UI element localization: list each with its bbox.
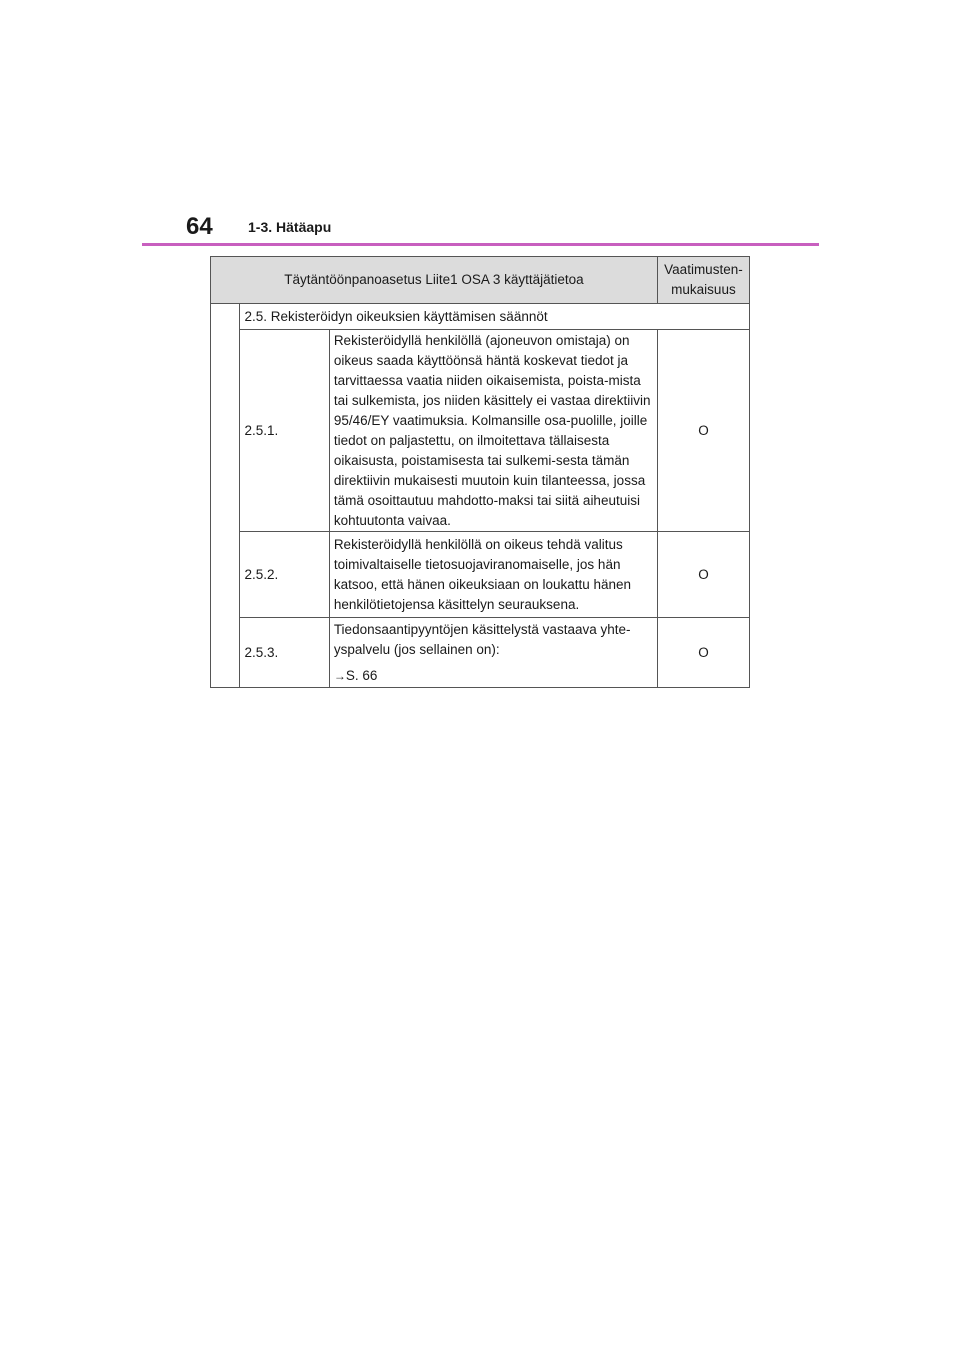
page-reference (334, 666, 653, 686)
row-text: Tiedonsaantipyyntöjen käsittelystä vastaava yhte-yspalvelu (jos sellainen on): (333, 621, 631, 657)
table-row (211, 618, 750, 688)
row-compliance: O (657, 330, 749, 532)
blank-cell (211, 304, 240, 688)
section-heading-row (211, 304, 750, 330)
row-number: 2.5.3. (240, 618, 329, 688)
row-compliance: O (657, 532, 749, 618)
row-compliance: O (657, 618, 749, 688)
row-text-container (329, 618, 657, 688)
header-compliance: Vaatimusten- mukaisuus (657, 257, 749, 304)
table-row (211, 330, 750, 532)
section-title: 1-3. Hätäapu (248, 219, 332, 235)
row-text: Rekisteröidyllä henkilöllä (ajoneuvon omistaja) on oikeus saada käyttöönsä häntä koskevat tiedot ja tarvittaessa vaatia niiden oikaisemista, poista-mista tai sulkemista, jos niiden käsittely ei vastaa direktiivin 95/46/EY vaatimuksia. Kolmansille osa-puolille, joille tiedot on paljastettu, on ilmoitettava tällaisesta oikaisusta, poistamisesta tai sulkemi-sesta tämän direktiivin mukaisesti muutoin kuin tilanteessa, jossa tämä osoittautuu mahdotto-maksi tai siitä aiheutuisi kohtuutonta vaivaa. (329, 330, 657, 532)
table-header-row (211, 257, 750, 304)
row-text: Rekisteröidyllä henkilöllä on oikeus tehdä valitus toimivaltaiselle tietosuojaviranomaiselle, jos hän katsoo, että hänen oikeuksiaan on loukattu hänen henkilötietojensa käsittelyn seurauksena. (329, 532, 657, 618)
header-regulation: Täytäntöönpanoasetus Liite1 OSA 3 käyttäjätietoa (211, 257, 658, 304)
section-heading: 2.5. Rekisteröidyn oikeuksien käyttämisen säännöt (240, 304, 750, 330)
table-row (211, 532, 750, 618)
page-reference-text: S. 66 (345, 667, 378, 683)
arrow-right-icon: → (333, 668, 346, 683)
compliance-table (210, 256, 750, 688)
page-number: 64 (186, 213, 213, 240)
row-number: 2.5.1. (240, 330, 329, 532)
row-number: 2.5.2. (240, 532, 329, 618)
header-rule (142, 243, 819, 246)
